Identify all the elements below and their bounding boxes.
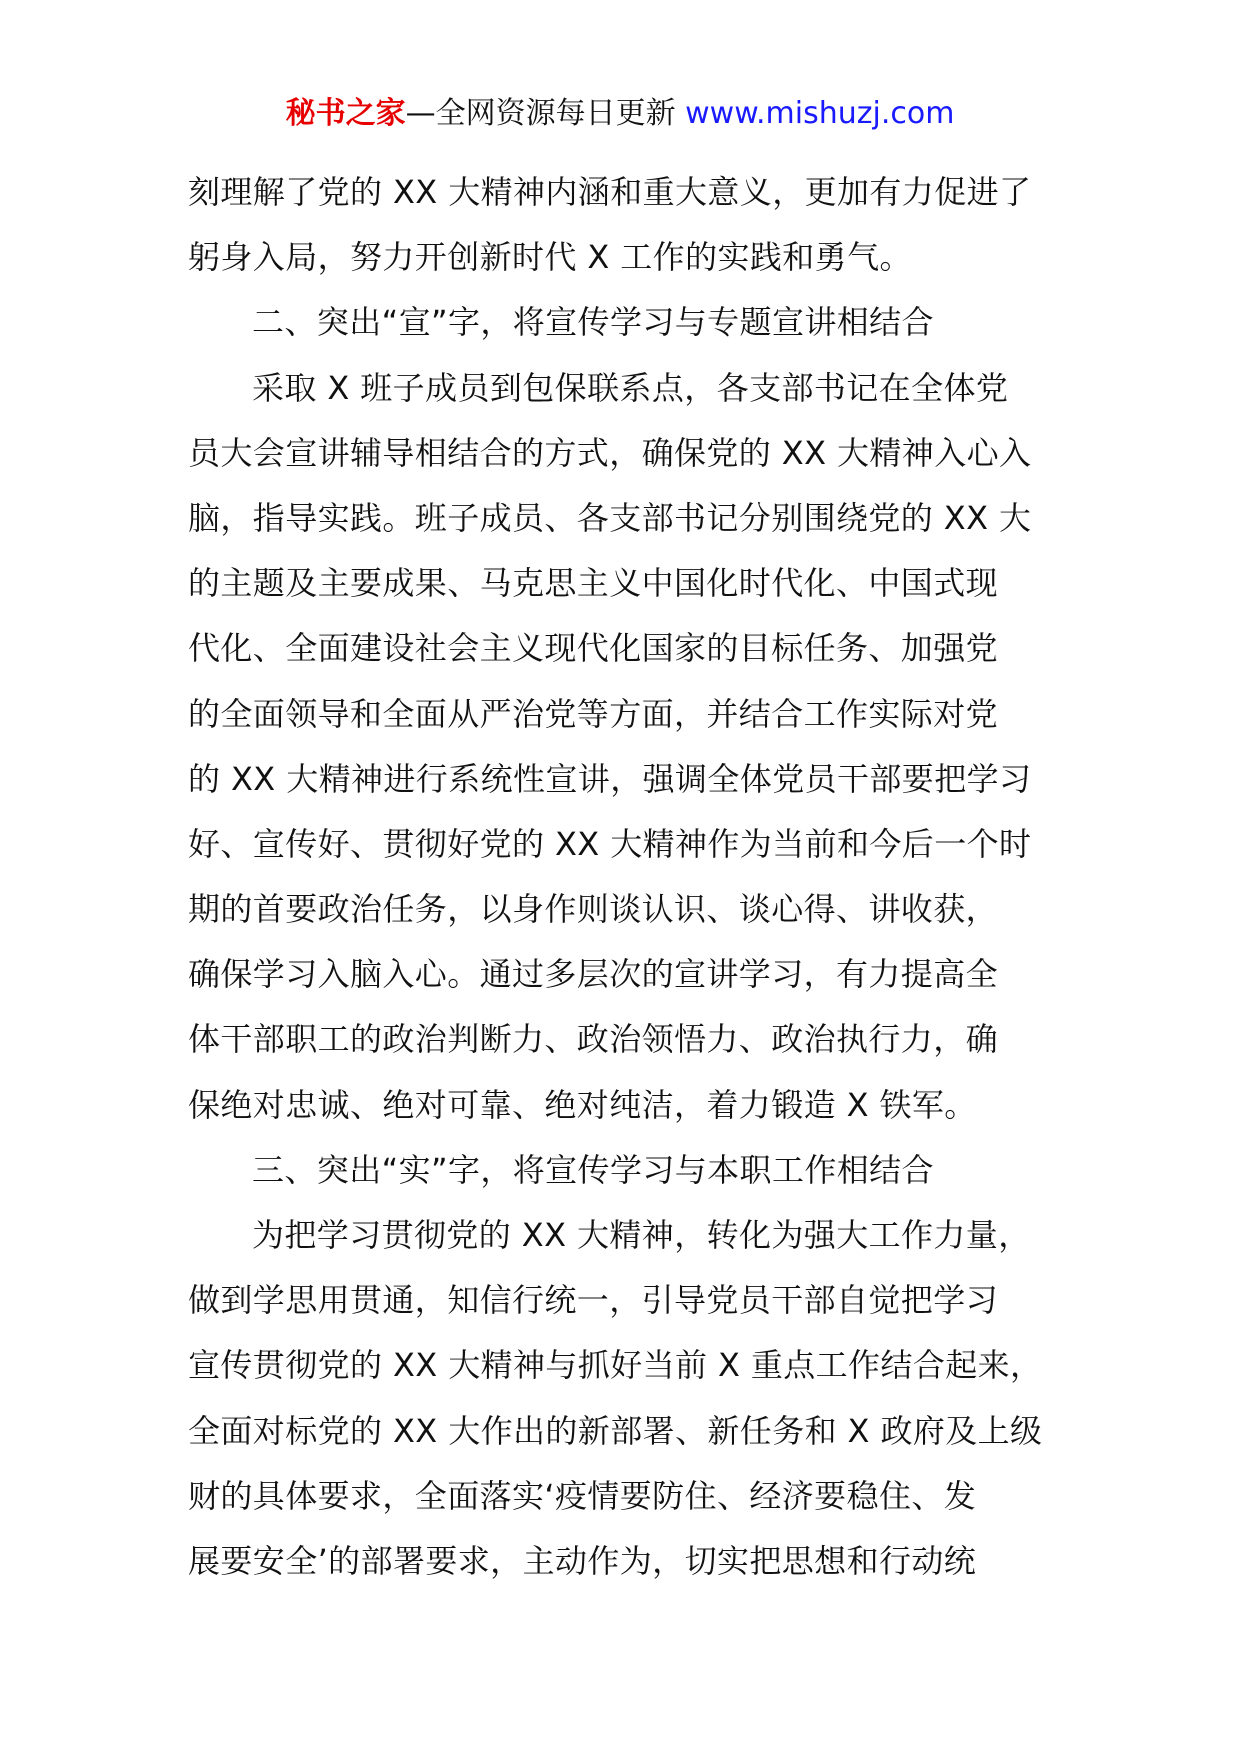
text-line: 的 XX 大精神进行系统性宣讲，强调全体党员干部要把学习 <box>188 759 1032 798</box>
text-line: 代化、全面建设社会主义现代化国家的目标任务、加强党 <box>188 629 999 668</box>
text-line: 全面对标党的 XX 大作出的新部署、新任务和 X 政府及上级 <box>188 1411 1043 1450</box>
text-line: 采取 X 班子成员到包保联系点，各支部书记在全体党 <box>252 368 1009 407</box>
text-line: 脑，指导实践。班子成员、各支部书记分别围绕党的 XX 大 <box>188 498 1032 537</box>
section-heading: 二、突出“宣”字，将宣传学习与专题宣讲相结合 <box>252 303 934 342</box>
text-line: 做到学思用贯通，知信行统一，引导党员干部自觉把学习 <box>188 1281 999 1320</box>
text-line: 为把学习贯彻党的 XX 大精神，转化为强大工作力量， <box>252 1216 1031 1254</box>
site-brand: 秘书之家 <box>285 96 406 131</box>
text-line: 的全面领导和全面从严治党等方面，并结合工作实际对党 <box>188 694 999 733</box>
site-header <box>0 94 1240 134</box>
section-heading: 三、突出“实”字，将宣传学习与本职工作相结合 <box>252 1150 934 1189</box>
text-line: 躬身入局，努力开创新时代 X 工作的实践和勇气。 <box>188 238 912 277</box>
text-line: 宣传贯彻党的 XX 大精神与抓好当前 X 重点工作结合起来， <box>188 1346 1043 1385</box>
text-line: 期的首要政治任务，以身作则谈认识、谈心得、讲收获， <box>188 890 999 929</box>
text-line: 体干部职工的政治判断力、政治领悟力、政治执行力，确 <box>188 1020 999 1059</box>
text-line: 确保学习入脑入心。通过多层次的宣讲学习，有力提高全 <box>188 955 999 994</box>
text-line: 财的具体要求，全面落实‘疫情要防住、经济要稳住、发 <box>188 1476 977 1515</box>
text-line: 刻理解了党的 XX 大精神内涵和重大意义，更加有力促进了 <box>188 173 1032 211</box>
site-slogan: —全网资源每日更新 <box>405 96 676 131</box>
site-url-link[interactable]: www.mishuzj.com <box>685 96 955 131</box>
text-line: 员大会宣讲辅导相结合的方式，确保党的 XX 大精神入心入 <box>188 433 1032 472</box>
text-line: 的主题及主要成果、马克思主义中国化时代化、中国式现 <box>188 564 999 603</box>
text-line: 保绝对忠诚、绝对可靠、绝对纯洁，着力锻造 X 铁军。 <box>188 1085 977 1124</box>
document-body <box>188 160 1058 1594</box>
text-line: 好、宣传好、贯彻好党的 XX 大精神作为当前和今后一个时 <box>188 824 1032 863</box>
text-line: 展要安全’的部署要求，主动作为，切实把思想和行动统 <box>188 1541 977 1580</box>
